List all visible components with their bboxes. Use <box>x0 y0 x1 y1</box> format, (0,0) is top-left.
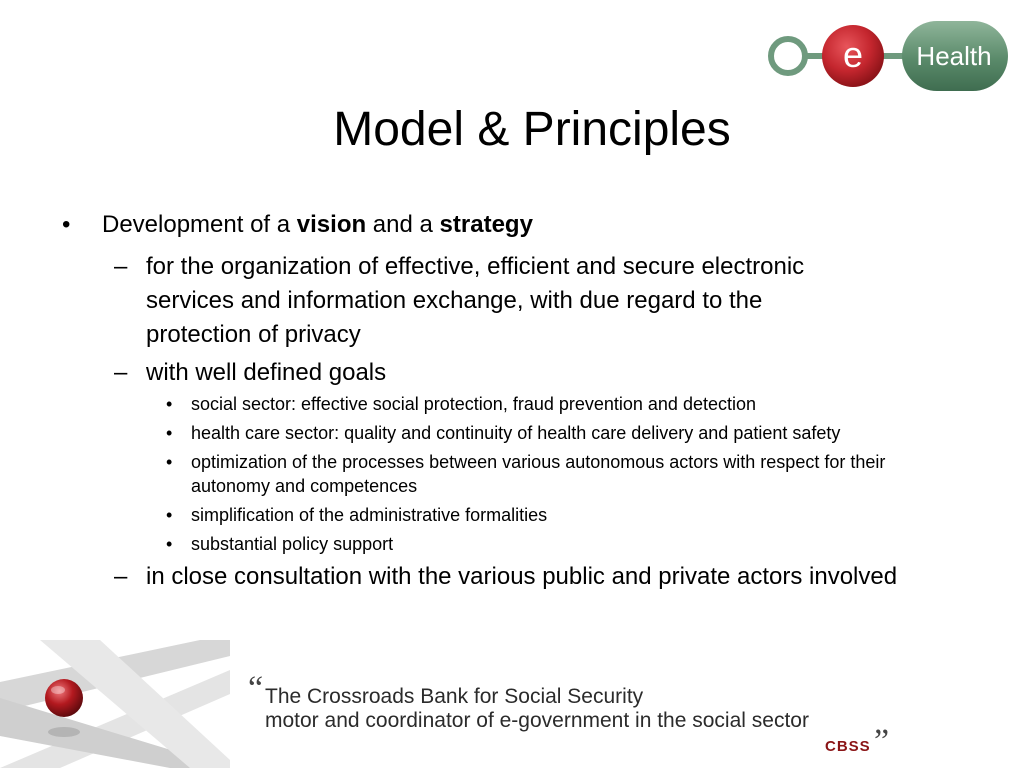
logo-ring-icon <box>771 39 805 73</box>
goal-text: simplification of the administrative formalities <box>191 505 548 525</box>
goal-dot-icon: • <box>166 452 173 472</box>
footer-tagline-1: The Crossroads Bank for Social Security <box>265 685 644 708</box>
goal-text: social sector: effective social protection, fraud prevention and detection <box>191 394 756 414</box>
dash-icon: – <box>114 359 128 386</box>
bullet-main-text: Development of a vision and a strategy <box>102 211 533 238</box>
goal-dot-icon: • <box>166 534 173 554</box>
ehealth-logo <box>764 18 1014 98</box>
sub-bullet-text: with well defined goals <box>146 359 387 386</box>
goal-text: optimization of the processes between various autonomous actors with respect for their <box>191 452 886 472</box>
goal-text: substantial policy support <box>191 534 394 554</box>
goal-text: autonomy and competences <box>191 476 418 496</box>
goal-text: health care sector: quality and continuity of health care delivery and patient safety <box>191 423 841 443</box>
logo-letter: e <box>842 34 864 75</box>
footer-quote-close: „ <box>874 704 890 741</box>
slide-title: Model & Principles <box>333 103 731 156</box>
goal-dot-icon: • <box>166 423 173 443</box>
sub-bullet-text: in close consultation with the various public and private actors involved <box>146 563 898 590</box>
dash-icon: – <box>114 253 128 280</box>
footer-sphere-icon <box>45 679 83 717</box>
bullet-dot-icon: • <box>62 211 71 238</box>
goal-dot-icon: • <box>166 394 173 414</box>
goal-dot-icon: • <box>166 505 173 525</box>
sub-bullet-line: for the organization of effective, efficient and secure electronic <box>146 253 805 280</box>
footer-brand: CBSS <box>825 738 871 755</box>
footer-quote-open: “ <box>248 670 264 707</box>
bold-vision: vision <box>296 211 367 238</box>
footer-tagline-2: motor and coordinator of e-government in the social sector <box>265 709 809 732</box>
sub-bullet-line: services and information exchange, with due regard to the <box>146 287 763 314</box>
logo-word: Health <box>916 41 992 71</box>
sub-bullet-line: protection of privacy <box>146 321 361 348</box>
bold-strategy: strategy <box>439 211 533 238</box>
dash-icon: – <box>114 563 128 590</box>
